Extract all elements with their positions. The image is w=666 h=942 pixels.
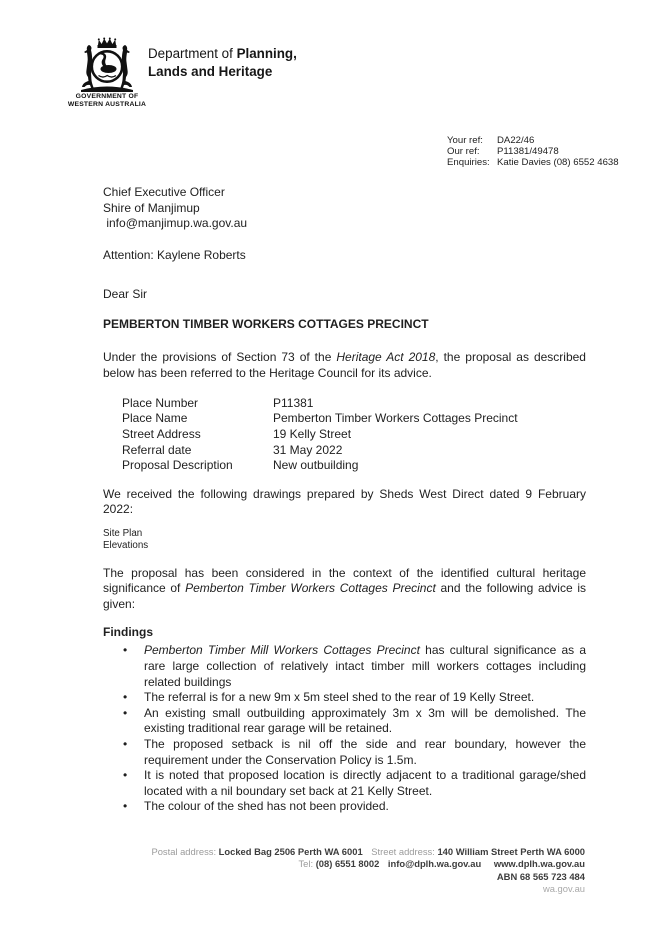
detail-value: New outbuilding [273, 458, 359, 473]
finding-plain: has cultural significance as a rare large collection of relatively intact timber mill workers cottages including related buildings [144, 643, 587, 689]
bullet-marker: • [123, 768, 128, 783]
paragraph-referral-post: , the proposal as described below has been referred to the Heritage Council for its advice. [103, 350, 586, 380]
paragraph-context-pre: The proposal has been considered in the context of the identified cultural heritage significance of [103, 565, 586, 596]
drawing-item: Site Plan [103, 527, 143, 539]
detail-label: Proposal Description [122, 458, 233, 473]
precinct-name-italic: Pemberton Timber Workers Cottages Precinct [185, 581, 436, 596]
detail-label: Place Name [122, 411, 188, 426]
department-bold1: Planning, [236, 46, 297, 61]
street-address-value: 140 William Street Perth WA 6000 [437, 846, 585, 857]
attention-line: Attention: Kaylene Roberts [103, 247, 246, 262]
finding-item [103, 799, 586, 815]
detail-value: 19 Kelly Street [273, 426, 352, 441]
bullet-marker: • [123, 643, 128, 658]
place-details-table [122, 396, 586, 474]
detail-row [122, 411, 586, 427]
salutation: Dear Sir [103, 287, 148, 302]
reference-row [447, 135, 619, 146]
finding-plain: It is noted that proposed location is directly adjacent to a traditional garage/shed located with a nil boundary set back at 21 Kelly Street. [144, 768, 586, 798]
detail-label: Referral date [122, 442, 192, 457]
finding-item [103, 706, 586, 737]
finding-plain: The colour of the shed has not been provided. [144, 799, 389, 814]
findings-list [103, 643, 586, 815]
paragraph-context [103, 566, 586, 613]
letter-body [103, 185, 586, 815]
detail-row [122, 458, 586, 474]
reference-block [447, 135, 619, 169]
detail-row [122, 427, 586, 443]
footer-contact-line [103, 858, 585, 870]
wa-coat-of-arms-icon [62, 37, 152, 93]
reference-label: Our ref: [447, 146, 480, 158]
paragraph-context-post: and the following advice is given: [103, 581, 586, 611]
finding-item [103, 690, 586, 706]
tel-label: Tel: [298, 858, 314, 870]
postal-address-label: Postal address: [151, 846, 217, 857]
detail-label: Place Number [122, 395, 199, 410]
detail-value: 31 May 2022 [273, 442, 343, 457]
addressee-org: Shire of Manjimup [103, 200, 200, 215]
bullet-marker: • [123, 736, 128, 751]
act-title-italic: Heritage Act 2018 [336, 350, 436, 365]
detail-value: Pemberton Timber Workers Cottages Precinct [273, 411, 518, 426]
finding-italic: Pemberton Timber Mill Workers Cottages Precinct [144, 643, 420, 658]
drawings-list [103, 528, 586, 552]
paragraph-referral-pre: Under the provisions of Section 73 of the [103, 350, 337, 365]
paragraph-drawings: We received the following drawings prepared by Sheds West Direct dated 9 February 2022: [103, 486, 586, 517]
department-name-line1 [148, 45, 297, 63]
drawing-item: Elevations [103, 539, 149, 551]
finding-text [144, 768, 586, 799]
finding-text [144, 690, 586, 706]
detail-value: P11381 [273, 395, 314, 410]
crest-caption-line2: WESTERN AUSTRALIA [67, 101, 147, 109]
reference-row [447, 157, 619, 168]
bullet-marker: • [123, 705, 128, 720]
reference-value: Katie Davies (08) 6552 4638 [497, 157, 619, 169]
reference-label: Enquiries: [447, 157, 490, 169]
crest-caption-line1: GOVERNMENT OF [75, 93, 139, 100]
findings-heading: Findings [103, 625, 153, 640]
department-bold2: Lands and Heritage [148, 63, 273, 79]
bullet-marker: • [123, 690, 128, 705]
finding-item [103, 737, 586, 768]
finding-text [144, 737, 586, 768]
finding-plain: The proposed setback is nil off the side and rear boundary, however the requirement under the Conservation Policy is 1.5m. [144, 736, 586, 767]
department-prefix: Department of [148, 46, 237, 61]
detail-label: Street Address [122, 426, 201, 441]
detail-row [122, 396, 586, 412]
letter-footer [103, 846, 585, 896]
detail-row [122, 443, 586, 459]
postal-address-value: Locked Bag 2506 Perth WA 6001 [218, 846, 363, 857]
paragraph-referral [103, 350, 586, 381]
finding-text [144, 643, 586, 690]
finding-item [103, 768, 586, 799]
addressee-email: info@manjimup.wa.gov.au [103, 216, 248, 231]
subject-heading: PEMBERTON TIMBER WORKERS COTTAGES PRECINCT [103, 317, 429, 332]
footer-wagov: wa.gov.au [542, 883, 585, 895]
addressee-title: Chief Executive Officer [103, 185, 225, 199]
footer-abn: ABN 68 565 723 484 [496, 870, 585, 882]
finding-plain: The referral is for a new 9m x 5m steel shed to the rear of 19 Kelly Street. [144, 690, 535, 705]
finding-item [103, 643, 586, 690]
footer-website: www.dplh.wa.gov.au [493, 858, 585, 870]
tel-value: (08) 6551 8002 [315, 858, 380, 870]
footer-address-line [103, 846, 585, 858]
reference-value: DA22/46 [497, 135, 535, 146]
finding-text [144, 706, 586, 737]
finding-text [144, 799, 586, 815]
footer-email: info@dplh.wa.gov.au [387, 858, 482, 870]
street-address-label: Street address: [371, 846, 435, 857]
department-name [148, 45, 297, 80]
reference-value: P11381/49478 [497, 146, 559, 158]
wa-government-crest [62, 37, 152, 109]
addressee-block [103, 185, 586, 232]
reference-label: Your ref: [447, 135, 483, 146]
bullet-marker: • [123, 799, 128, 814]
reference-row [447, 146, 619, 157]
finding-plain: An existing small outbuilding approximately 3m x 3m will be demolished. The existing traditional rear garage will be retained. [144, 705, 586, 736]
